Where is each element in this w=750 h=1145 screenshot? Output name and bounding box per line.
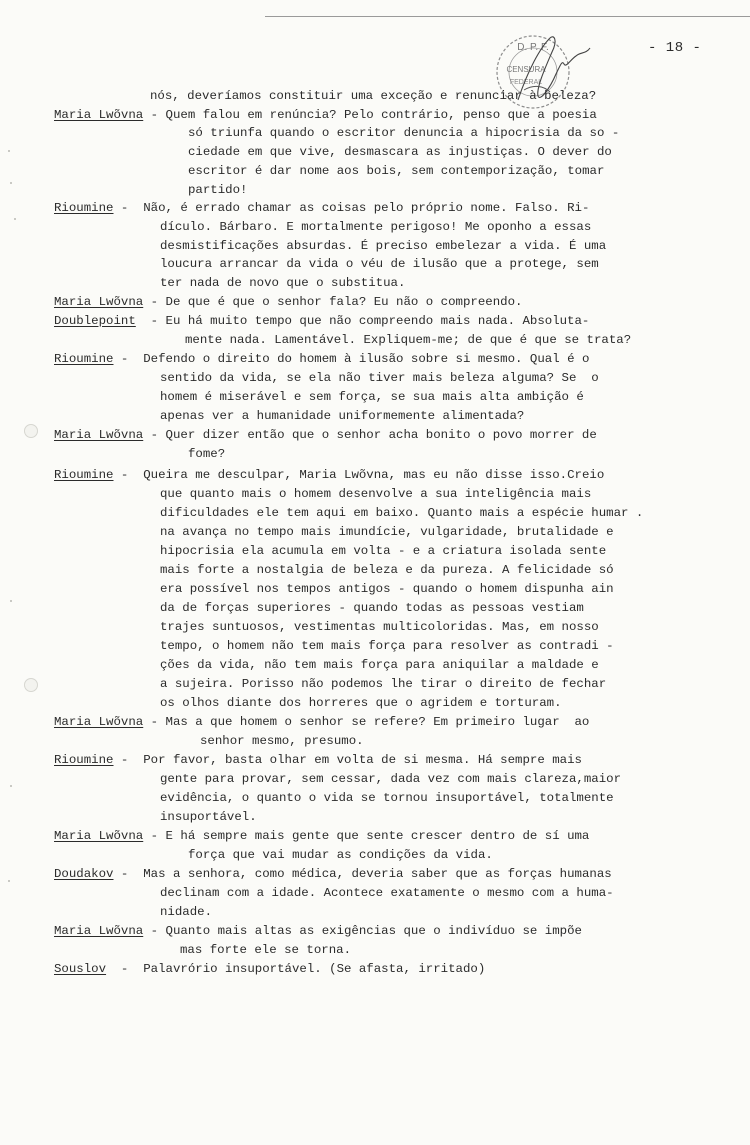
- script-line: [54, 313, 589, 329]
- margin-speck: [8, 880, 10, 882]
- script-line: [54, 923, 582, 939]
- speaker-name: Maria Lwõvna: [54, 428, 144, 442]
- dialogue-text: - De que é que o senhor fala? Eu não o compreendo.: [143, 295, 523, 309]
- script-line: desmistificações absurdas. É preciso embelezar a vida. É uma: [160, 239, 607, 253]
- dialogue-text: - Quer dizer então que o senhor acha bonito o povo morrer de: [143, 428, 597, 442]
- dialogue-text: - Palavrório insuportável. (Se afasta, irritado): [106, 962, 486, 976]
- top-rule: [265, 16, 750, 17]
- script-line: partido!: [188, 183, 248, 197]
- script-line: na avança no tempo mais imundície, vulgaridade, brutalidade e: [160, 525, 614, 539]
- script-line: ções da vida, não tem mais força para aniquilar a maldade e: [160, 658, 599, 672]
- margin-speck: [10, 785, 12, 787]
- speaker-name: Rioumine: [54, 352, 114, 366]
- dialogue-text: - Por favor, basta olhar em volta de si mesma. Há sempre mais: [113, 753, 582, 767]
- speaker-name: Maria Lwõvna: [54, 108, 144, 122]
- speaker-name: Doublepoint: [54, 314, 136, 328]
- punch-hole: [24, 424, 38, 438]
- dialogue-text: - Quem falou em renúncia? Pelo contrário, penso que a poesia: [143, 108, 597, 122]
- script-line: os olhos diante dos horreres que o agridem e torturam.: [160, 696, 562, 710]
- script-line: evidência, o quanto o vida se tornou insuportável, totalmente: [160, 791, 614, 805]
- speaker-name: Maria Lwõvna: [54, 829, 144, 843]
- script-line: homem é miserável e sem força, se sua mais alta ambição é: [160, 390, 584, 404]
- script-line: declinam com a idade. Acontece exatamente o mesmo com a huma-: [160, 886, 614, 900]
- script-line: apenas ver a humanidade uniformemente alimentada?: [160, 409, 525, 423]
- script-line: hipocrisia ela acumula em volta - e a criatura isolada sente: [160, 544, 607, 558]
- dialogue-text: - Eu há muito tempo que não compreendo mais nada. Absoluta-: [135, 314, 590, 328]
- margin-speck: [14, 218, 16, 220]
- speaker-name: Rioumine: [54, 753, 114, 767]
- speaker-name: Maria Lwõvna: [54, 715, 144, 729]
- script-line: [54, 866, 612, 882]
- script-line: [54, 294, 522, 310]
- dialogue-text: - Mas a que homem o senhor se refere? Em primeiro lugar ao: [143, 715, 590, 729]
- script-line: senhor mesmo, presumo.: [200, 734, 364, 748]
- dialogue-text: - Não, é errado chamar as coisas pelo próprio nome. Falso. Ri-: [113, 201, 590, 215]
- script-line: gente para provar, sem cessar, dada vez com mais clareza,maior: [160, 772, 622, 786]
- script-line: [54, 467, 604, 483]
- script-line: escritor é dar nome aos bois, sem contemporização, tomar: [188, 164, 605, 178]
- dialogue-text: - Quanto mais altas as exigências que o indivíduo se impõe: [143, 924, 582, 938]
- script-line: mas forte ele se torna.: [180, 943, 352, 957]
- speaker-name: Maria Lwõvna: [54, 924, 144, 938]
- script-line: [54, 427, 597, 443]
- script-line: só triunfa quando o escritor denuncia a hipocrisia da so -: [188, 126, 620, 140]
- script-line: mais forte a nostalgia de beleza e da pureza. A felicidade só: [160, 563, 614, 577]
- speaker-name: Rioumine: [54, 468, 114, 482]
- speaker-name: Doudakov: [54, 867, 114, 881]
- script-line: sentido da vida, se ela não tiver mais beleza alguma? Se o: [160, 371, 599, 385]
- speaker-name: Maria Lwõvna: [54, 295, 144, 309]
- speaker-name: Souslov: [54, 962, 107, 976]
- script-line: [54, 752, 582, 768]
- margin-speck: [8, 150, 10, 152]
- dialogue-text: - Mas a senhora, como médica, deveria saber que as forças humanas: [113, 867, 612, 881]
- speaker-name: Rioumine: [54, 201, 114, 215]
- dialogue-text: - Queira me desculpar, Maria Lwõvna, mas eu não disse isso.Creio: [113, 468, 605, 482]
- margin-speck: [10, 600, 12, 602]
- script-line: [54, 107, 597, 123]
- punch-hole: [24, 678, 38, 692]
- script-line: ter nada de novo que o substitua.: [160, 276, 406, 290]
- script-line: a sujeira. Porisso não podemos lhe tirar o direito de fechar: [160, 677, 607, 691]
- script-line: nós, deveríamos constituir uma exceção e renunciar à beleza?: [150, 89, 597, 103]
- script-line: [54, 200, 589, 216]
- stamp-mid-text: CENSURA: [506, 65, 546, 74]
- stamp-bottom-text: FEDERAL: [509, 79, 543, 86]
- script-line: loucura arrancar da vida o véu de ilusão que a protege, sem: [160, 257, 599, 271]
- script-line: [54, 828, 589, 844]
- script-line: ciedade em que vive, desmascara as injustiças. O dever do: [188, 145, 612, 159]
- script-line: insuportável.: [160, 810, 257, 824]
- script-line: mente nada. Lamentável. Expliquem-me; de que é que se trata?: [185, 333, 632, 347]
- script-line: nidade.: [160, 905, 213, 919]
- script-line: [54, 714, 589, 730]
- dialogue-text: - Defendo o direito do homem à ilusão sobre si mesmo. Qual é o: [113, 352, 590, 366]
- script-line: [54, 351, 589, 367]
- script-line: tempo, o homem não tem mais força para resolver as contradi -: [160, 639, 614, 653]
- stamp-top-text: D. P. F.: [517, 42, 549, 53]
- page-number: - 18 -: [648, 40, 702, 56]
- script-line: da de forças superiores - quando todas as pessoas vestiam: [160, 601, 584, 615]
- script-line: trajes suntuosos, vestimentas multicoloridas. Mas, em nosso: [160, 620, 599, 634]
- script-line: dículo. Bárbaro. E mortalmente perigoso! Me oponho a essas: [160, 220, 592, 234]
- margin-speck: [10, 182, 12, 184]
- script-line: força que vai mudar as condições da vida.: [188, 848, 493, 862]
- dialogue-text: - E há sempre mais gente que sente crescer dentro de sí uma: [143, 829, 590, 843]
- script-line: que quanto mais o homem desenvolve a sua inteligência mais: [160, 487, 592, 501]
- script-line: era possível nos tempos antigos - quando o homem dispunha ain: [160, 582, 614, 596]
- script-line: dificuldades ele tem aqui em baixo. Quanto mais a espécie humar .: [160, 506, 644, 520]
- script-line: [54, 961, 485, 977]
- script-line: fome?: [188, 447, 226, 461]
